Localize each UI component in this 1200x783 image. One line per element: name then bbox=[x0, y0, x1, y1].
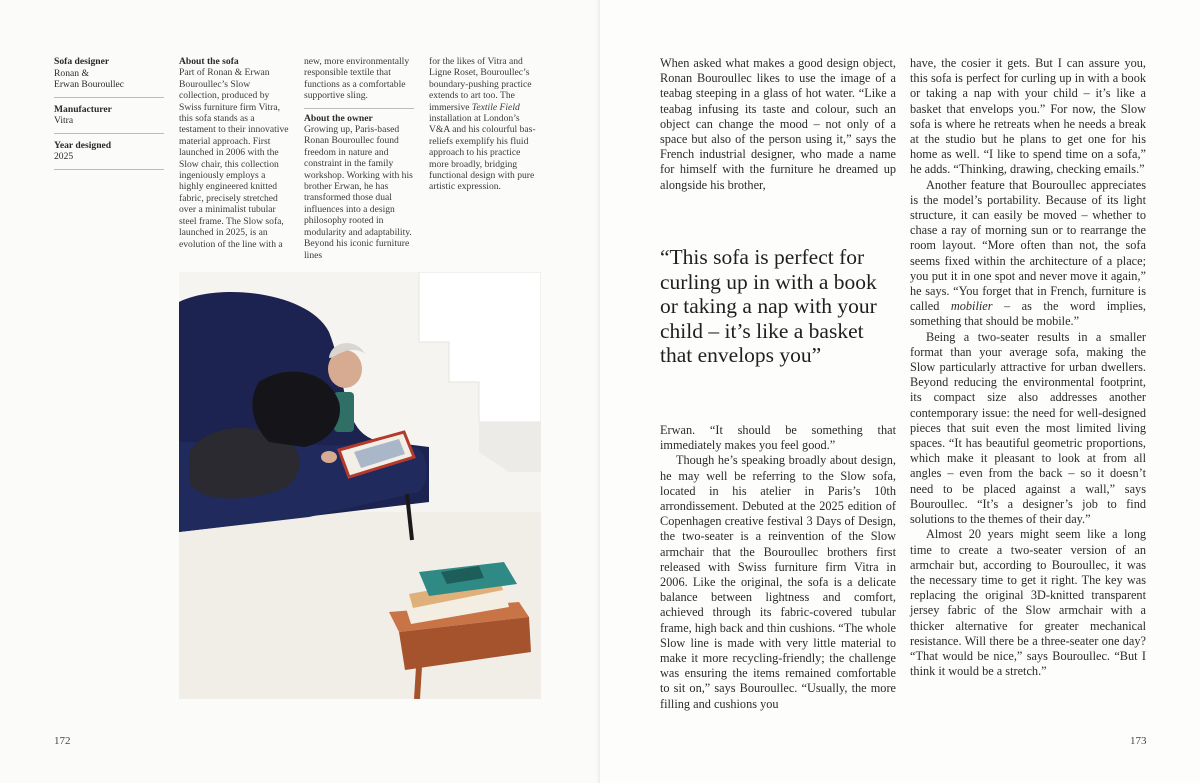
article-column-1-top bbox=[660, 56, 896, 193]
divider bbox=[304, 108, 414, 109]
about-owner-continued bbox=[429, 56, 539, 193]
credit-value: Ronan & bbox=[54, 67, 89, 79]
credit-label: Year designed bbox=[54, 139, 112, 151]
credit-value: Erwan Bouroullec bbox=[54, 79, 125, 90]
article-paragraph: Almost 20 years might seem like a long time to create a two-seater version of an armchair but, according to Bouroullec, it was the necessary time to get it right. The key was replacing the original 3D-knitted transparent jersey fabric of the Slow armchair with a thicker alternative for greater mechanical resistance. Will there be a three-seater one day? “That would be nice,” says Bouroullec. “But I think it would be a stretch.” bbox=[910, 527, 1146, 679]
about-sofa-text: Part of Ronan & Erwan Bouroullec’s Slow collection, produced by Swiss furniture firm Vitra, this sofa stands as a testament to their innovative material approach. First launched in 2006 with the Slow chair, this collection ingeniously employs a highly engineered knitted fabric, precisely stretched over a minimalist tubular steel frame. The Slow sofa, launched in 2025, is an evolution of the line with a bbox=[179, 67, 289, 250]
italic-title: Textile Field bbox=[471, 101, 520, 113]
about-owner-heading: About the owner bbox=[304, 112, 373, 124]
page-number-right: 173 bbox=[1130, 735, 1147, 747]
credit-manufacturer bbox=[54, 104, 164, 134]
article-paragraph: When asked what makes a good design object, Ronan Bouroullec likes to use the image of a teabag steeping in a glass of hot water. “Like a teabag infusing its taste and colour, such an object can change the mood – not only of a space but also of the person using it,” says the French industrial designer, who made a name for himself with the furniture he dreamed up alongside his brother, bbox=[660, 56, 896, 192]
credit-value: 2025 bbox=[54, 151, 74, 162]
sofa-photo bbox=[179, 272, 541, 699]
text-run: – as the word implies, something that should be mobile.” bbox=[910, 299, 1146, 329]
pull-quote: “This sofa is perfect for curling up in with a book or taking a nap with your child – it’s like a basket that envelops you” bbox=[660, 245, 877, 367]
about-owner-text: Growing up, Paris-based Ronan Bouroullec found freedom in nature and constraint in the family workshop. Working with his brother Erwan, he has transformed those dual influences into a design philosophy rooted in modularity and adaptability. Beyond his iconic furniture lines bbox=[304, 124, 413, 261]
text-run: Another feature that Bouroullec appreciates is the model’s portability. Because of its light structure, it can easily be moved – whether to chase a ray of morning sun or to rearrange the room layout. “More often than not, the sofa seems fixed within the architecture of a place; you put it in one spot and never move it again,” he says. “You forget that in French, furniture is called bbox=[910, 177, 1146, 314]
right-page bbox=[600, 0, 1200, 783]
article-paragraph bbox=[910, 178, 1146, 330]
about-sofa-heading: About the sofa bbox=[179, 56, 239, 67]
text-run: installation at London’s V&A and his colourful bas-reliefs exemplify his fluid approach to his practice more broadly, bridging functional design with pure artistic expression. bbox=[429, 113, 536, 193]
credit-year bbox=[54, 140, 164, 170]
article-paragraph: Being a two-seater results in a smaller format than your average sofa, making the Slow particularly attractive for urban dwellers. Beyond reducing the environmental footprint, its compact size also addresses another contemporary issue: the need for well-designed pieces that suit even the most limited living spaces. “It has beautiful geometric proportions, which make it pleasant to look at from all angles – even from the back – so it doesn’t need to be placed against a wall,” says Bouroullec. “It’s a designer’s job to find solutions to the themes of their day.” bbox=[910, 329, 1146, 527]
page-number-left: 172 bbox=[54, 735, 71, 747]
credit-designer bbox=[54, 56, 164, 98]
about-sofa-column bbox=[179, 56, 289, 250]
article-paragraph: have, the cosier it gets. But I can assure you, this sofa is perfect for curling up in with a book or taking a nap with your child – it’s like a basket that envelops you.” For now, the Slow sofa is where he retreats when he needs a break at the studio but he plans to get one for his home as well. “I like to spend time on a sofa,” he adds. “Thinking, drawing, checking emails.” bbox=[910, 56, 1146, 177]
about-sofa-continued: new, more environmentally responsible textile that functions as a comfortable supportive sling. bbox=[304, 56, 410, 102]
italic-word: mobilier bbox=[950, 299, 993, 314]
credits-block bbox=[54, 56, 164, 176]
about-column-2 bbox=[304, 56, 414, 261]
credit-label: Sofa designer bbox=[54, 56, 110, 67]
article-paragraph: Though he’s speaking broadly about design, he may well be referring to the Slow sofa, located in his atelier in Paris’s 10th arrondissement. Debuted at the 2025 edition of Copenhagen creative festival 3 Days of Design, the two-seater is a reinvention of the Slow armchair that the Bouroullec brothers first released with Swiss furniture firm Vitra in 2006. Like the original, the sofa is a delicate balance between lightness and comfort, achieved through its fabric-covered tubular frame, high back and thin cushions. “The whole Slow line is made with very little material to make it more recycling-friendly; the challenge was ensuring the items remained comfortable to sit on,” says Bouroullec. “Usually, the more filling and cushions you bbox=[660, 453, 896, 711]
photo-illustration bbox=[179, 272, 541, 699]
article-column-1-bottom bbox=[660, 423, 896, 712]
article-column-2 bbox=[910, 56, 1146, 679]
text-run: for the likes of Vitra and Ligne Roset, Bouroullec’s boundary-pushing practice extends to art too. The immersive bbox=[429, 56, 532, 113]
article-paragraph: Erwan. “It should be something that immediately makes you feel good.” bbox=[660, 423, 896, 453]
credit-label: Manufacturer bbox=[54, 103, 112, 115]
credit-value: Vitra bbox=[54, 115, 74, 126]
about-column-3 bbox=[429, 56, 539, 193]
